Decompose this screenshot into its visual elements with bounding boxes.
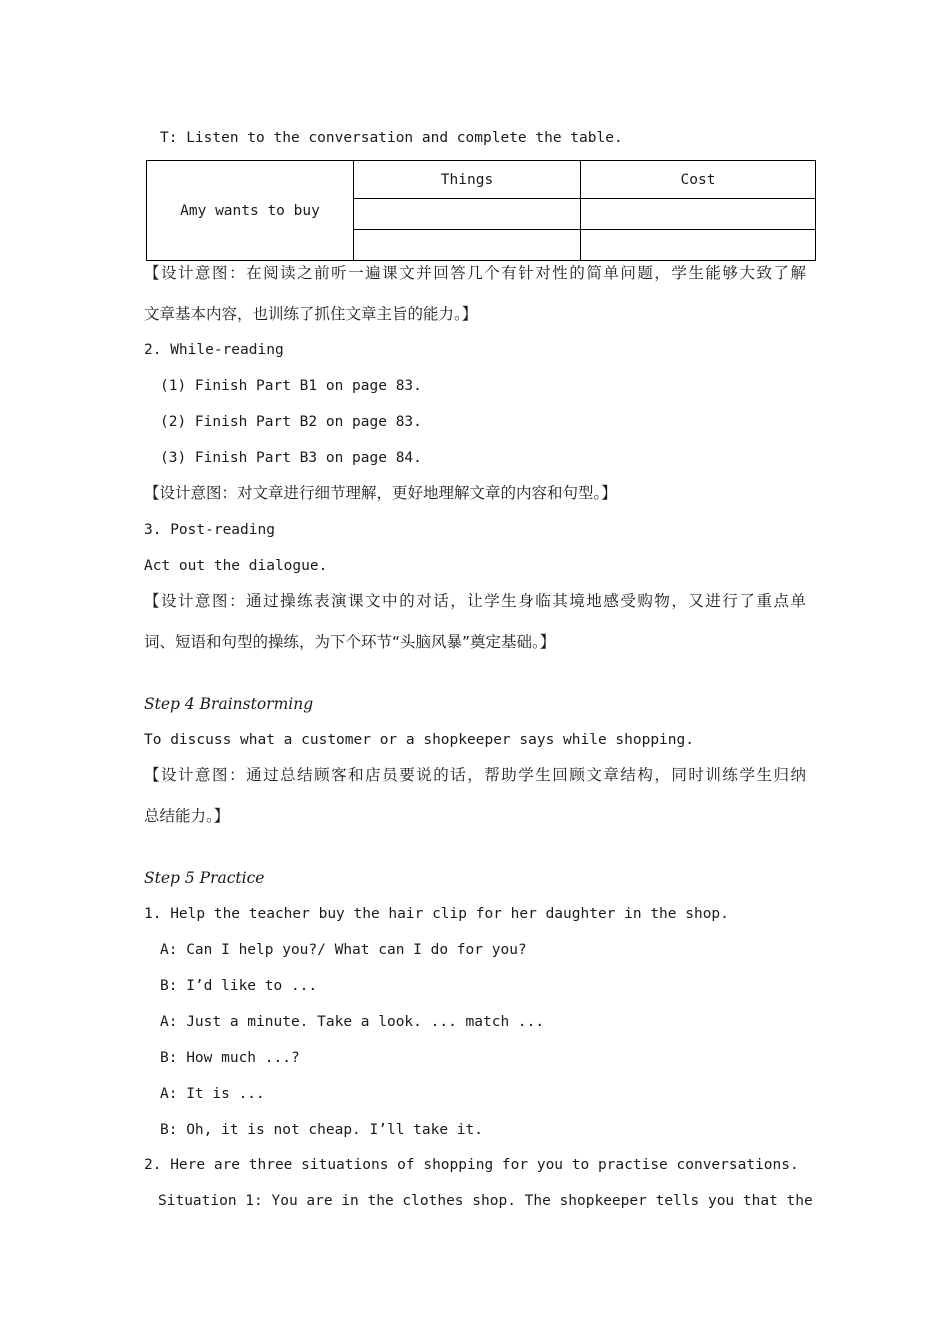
- table-header-cost: Cost: [581, 161, 816, 199]
- dialogue-line: A: Can I help you?/ What can I do for you?: [160, 942, 527, 958]
- design-intent-note-3-cont: 词、短语和句型的操练，为下个环节“头脑风暴”奠定基础。】: [144, 633, 556, 651]
- dialogue-line: B: I’d like to ...: [160, 978, 318, 994]
- step5-heading: Step 5 Practice: [144, 869, 265, 887]
- design-intent-note-2: 【设计意图：对文章进行细节理解，更好地理解文章的内容和句型。】: [144, 484, 617, 502]
- list-item: (1) Finish Part B1 on page 83.: [160, 378, 422, 394]
- note-line: 【设计意图：在阅读之前听一遍课文并回答几个有针对性的简单问题，学生能够大致了解: [144, 264, 806, 282]
- note-line: 【设计意图：通过总结顾客和店员要说的话，帮助学生回顾文章结构，同时训练学生归纳: [144, 766, 806, 784]
- list-item: (3) Finish Part B3 on page 84.: [160, 450, 422, 466]
- situation-1: [158, 1191, 813, 1211]
- design-intent-note-1-cont: 文章基本内容，也训练了抓住文章主旨的能力。】: [144, 305, 478, 323]
- step4-heading: Step 4 Brainstorming: [144, 695, 314, 713]
- listening-instruction: T: Listen to the conversation and complete the table.: [160, 130, 623, 146]
- table-cell-blank[interactable]: [354, 230, 581, 261]
- dialogue-line: A: Just a minute. Take a look. ... match ...: [160, 1014, 545, 1030]
- table-cell-blank[interactable]: [581, 230, 816, 261]
- practice-item-2: 2. Here are three situations of shopping for you to practise conversations.: [144, 1157, 799, 1173]
- while-reading-heading: 2. While-reading: [144, 342, 284, 358]
- situation-line: Situation 1: You are in the clothes shop. The shopkeeper tells you that the: [158, 1193, 813, 1209]
- dialogue-line: B: Oh, it is not cheap. I’ll take it.: [160, 1122, 484, 1138]
- dialogue-line: A: It is ...: [160, 1086, 265, 1102]
- post-reading-heading: 3. Post-reading: [144, 522, 275, 538]
- post-reading-text: Act out the dialogue.: [144, 558, 328, 574]
- list-item: (2) Finish Part B2 on page 83.: [160, 414, 422, 430]
- design-intent-note-1: [144, 262, 806, 284]
- listening-table: [146, 160, 816, 261]
- step4-text: To discuss what a customer or a shopkeeper says while shopping.: [144, 732, 694, 748]
- dialogue-line: B: How much ...?: [160, 1050, 300, 1066]
- table-header-things: Things: [354, 161, 581, 199]
- practice-item-1: 1. Help the teacher buy the hair clip for her daughter in the shop.: [144, 906, 729, 922]
- table-cell-blank[interactable]: [354, 199, 581, 230]
- design-intent-note-4: [144, 764, 806, 786]
- note-line: 【设计意图：通过操练表演课文中的对话，让学生身临其境地感受购物，又进行了重点单: [144, 592, 806, 610]
- design-intent-note-4-cont: 总结能力。】: [144, 807, 230, 825]
- table-cell-blank[interactable]: [581, 199, 816, 230]
- table-row-label: Amy wants to buy: [147, 161, 354, 261]
- design-intent-note-3: [144, 590, 806, 612]
